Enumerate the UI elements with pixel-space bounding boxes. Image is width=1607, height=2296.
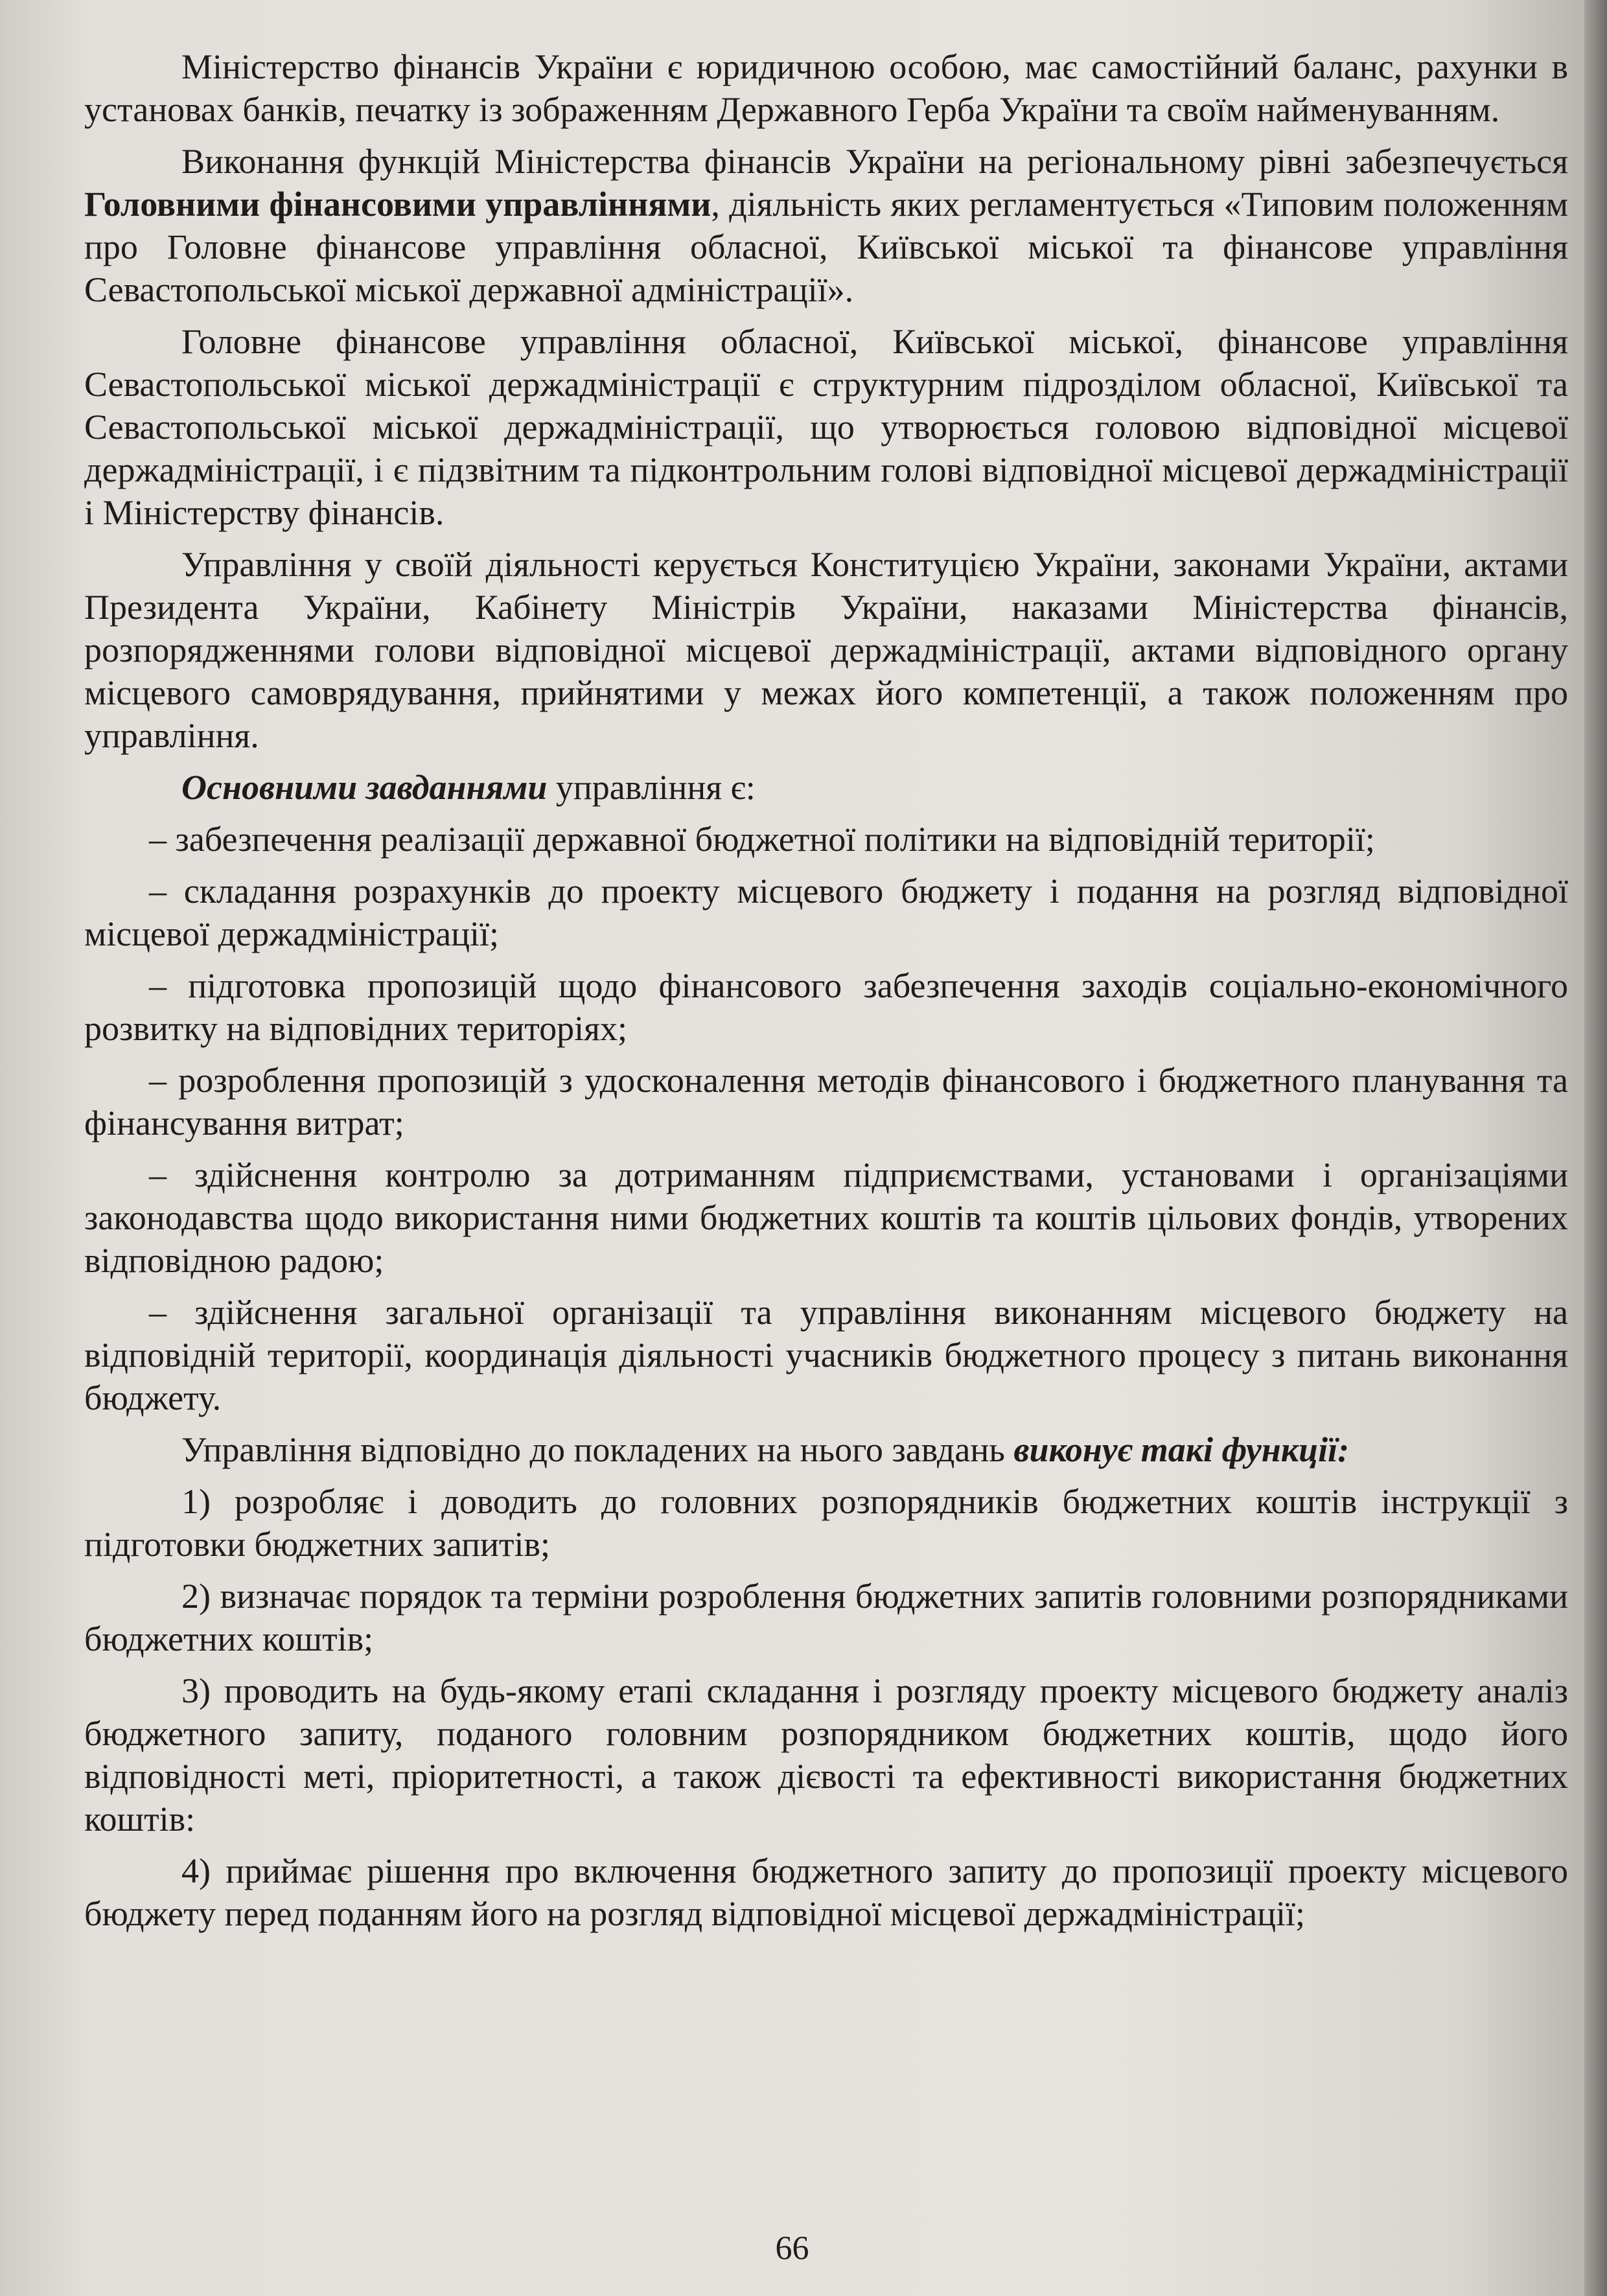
task-text: – здійснення загальної організації та управління виконанням місцевого бюджету на відповідній території, координація діяльності учасників бюджетного процесу з питань виконання бюджету. (84, 1293, 1568, 1417)
task-text: – складання розрахунків до проекту місцевого бюджету і подання на розгляд відповідної місцевої держадміністрації; (84, 872, 1568, 953)
function-item (84, 1850, 1568, 1935)
function-item (84, 1575, 1568, 1660)
paragraph-text: Головне фінансове управління обласної, Київської міської, фінансове управління Севастопольської міської держадміністрації є структурним підрозділом обласної, Київської та Севастопольської міської держадміністрації, що утворюється головою відповідної місцевої держадміністрації, і є підзвітним та підконтрольним голові відповідної місцевої держадміністрації і Міністерству фінансів. (84, 322, 1568, 532)
task-text: – здійснення контролю за дотриманням підприємствами, установами і організаціями законодавства щодо використання ними бюджетних коштів та коштів цільових фондів, утворених відповідною радою; (84, 1155, 1568, 1280)
function-text: 1) розробляє і доводить до головних розпорядників бюджетних коштів інструкції з підготовки бюджетних запитів; (84, 1482, 1568, 1564)
paragraph-text: управління є: (547, 768, 756, 807)
paragraph-main-tasks-heading (84, 766, 1568, 809)
italic-bold-term: виконує такі функції: (1013, 1430, 1350, 1469)
paragraph-text: Виконання функцій Міністерства фінансів України на регіональному рівні забезпечується (181, 142, 1568, 181)
page-body (84, 45, 1568, 1944)
task-item (84, 1059, 1568, 1144)
function-item (84, 1669, 1568, 1840)
task-item (84, 818, 1568, 861)
paragraph-legal-status (84, 45, 1568, 131)
paragraph-legal-basis (84, 543, 1568, 757)
page-edge-shadow (1584, 0, 1607, 2296)
paragraph-functions-intro (84, 1428, 1568, 1471)
function-item (84, 1480, 1568, 1566)
paragraph-text: Міністерство фінансів України є юридичною особою, має самостійний баланс, рахунки в установах банків, печатку із зображенням Державного Герба України та своїм найменуванням. (84, 47, 1568, 129)
task-text: – підготовка пропозицій щодо фінансового забезпечення заходів соціально-економічного розвитку на відповідних територіях; (84, 966, 1568, 1048)
paragraph-text: , діяльність яких регламентується «Типовим положенням про Головне фінансове управління обласної, Київської міської та фінансове управління Севастопольської міської державної адміністрації». (84, 185, 1568, 309)
task-text: – розроблення пропозицій з удосконалення методів фінансового і бюджетного планування та фінансування витрат; (84, 1061, 1568, 1142)
function-text: 4) приймає рішення про включення бюджетного запиту до пропозиції проекту місцевого бюджету перед поданням його на розгляд відповідної місцевої держадміністрації; (84, 1851, 1568, 1933)
task-item (84, 964, 1568, 1050)
bold-term: Головними фінансовими управліннями (84, 185, 711, 224)
paragraph-text: Управління у своїй діяльності керується Конституцією України, законами України, актами Президента України, Кабінету Міністрів України, наказами Міністерства фінансів, розпорядженнями голови відповідної місцевої держадміністрації, актами відповідного органу місцевого самоврядування, прийнятими у межах його компетенції, а також положенням про управління. (84, 545, 1568, 755)
task-text: – забезпечення реалізації державної бюджетної політики на відповідній території; (149, 820, 1375, 859)
function-text: 3) проводить на будь-якому етапі складання і розгляду проекту місцевого бюджету аналіз бюджетного запиту, поданого головним розпорядником бюджетних коштів, щодо його відповідності меті, пріоритетності, а також дієвості та ефективності використання бюджетних коштів: (84, 1671, 1568, 1838)
paragraph-main-department (84, 320, 1568, 534)
paragraph-regional-level (84, 140, 1568, 311)
task-item (84, 1154, 1568, 1282)
task-item (84, 870, 1568, 955)
task-item (84, 1291, 1568, 1419)
function-text: 2) визначає порядок та терміни розроблення бюджетних запитів головними розпорядниками бюджетних коштів; (84, 1577, 1568, 1658)
italic-bold-term: Основними завданнями (181, 768, 548, 807)
page-number: 66 (775, 2230, 809, 2267)
paragraph-text: Управління відповідно до покладених на нього завдань (181, 1430, 1014, 1469)
